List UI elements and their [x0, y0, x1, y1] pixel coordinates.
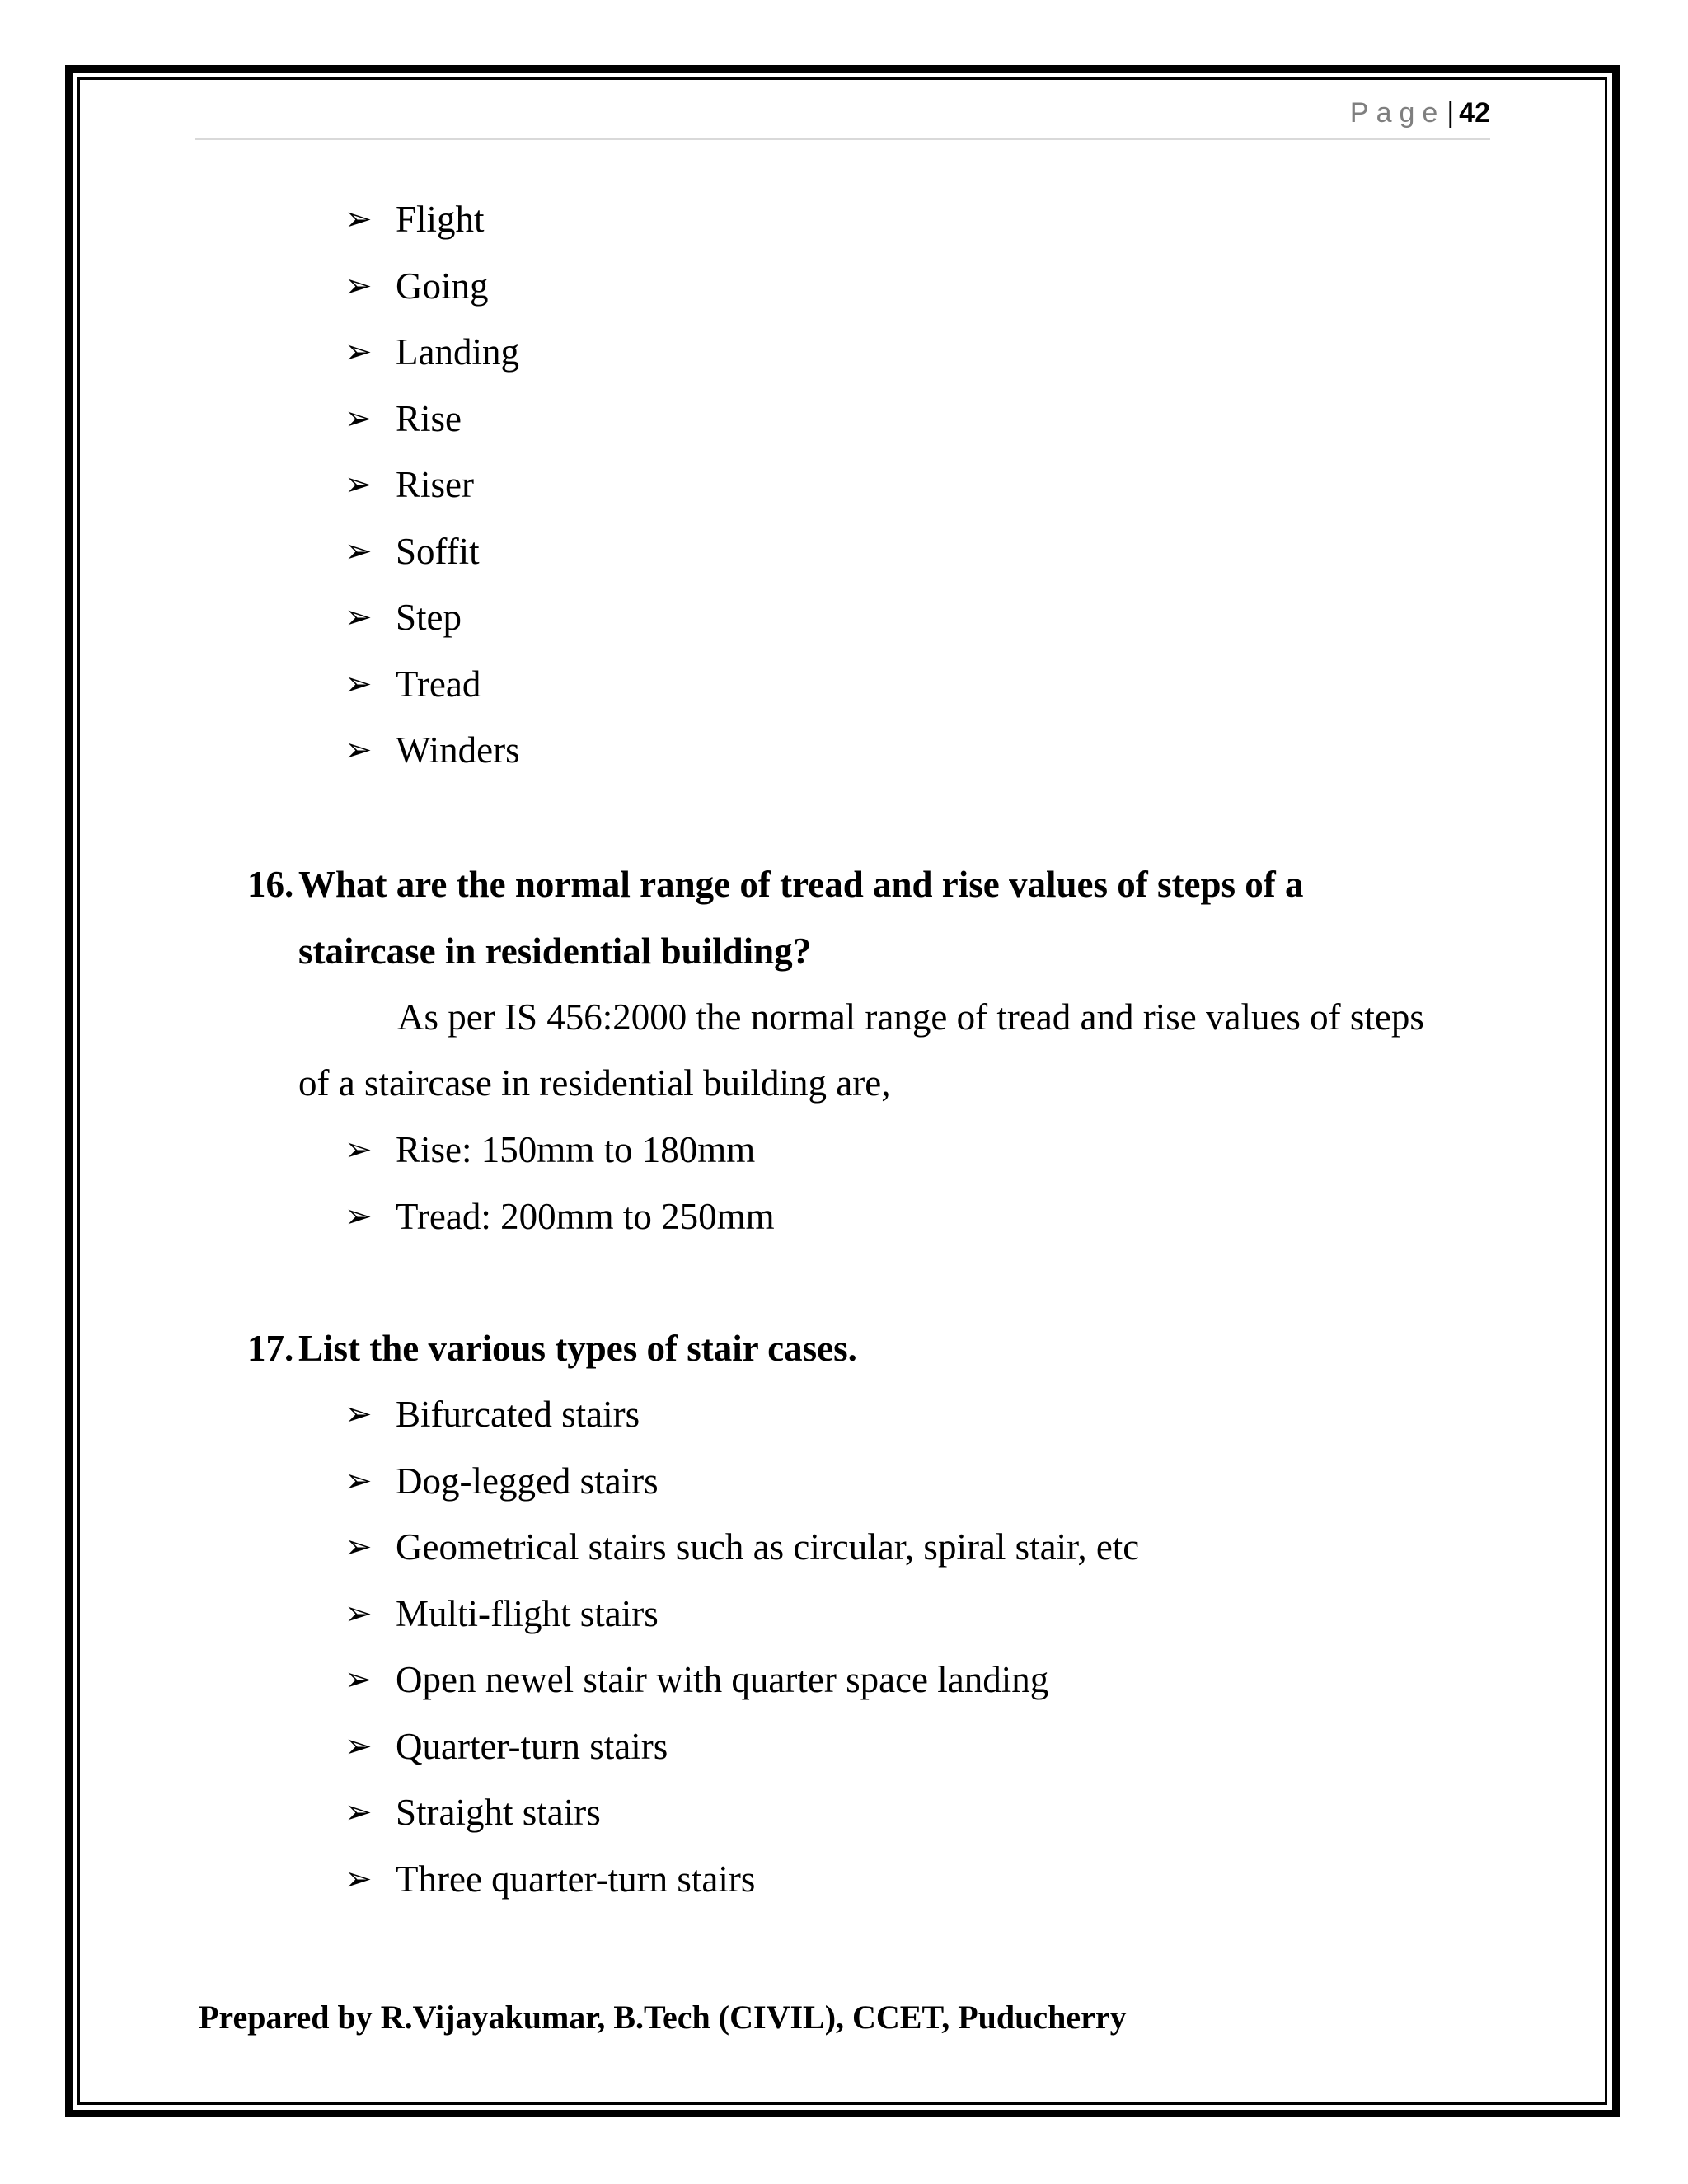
arrow-bullet-icon: ➢ [345, 1594, 373, 1633]
list-item [345, 584, 520, 651]
list-item [345, 1581, 1139, 1647]
list-item-text: Rise: 150mm to 180mm [396, 1129, 756, 1170]
question-16-heading-continued: staircase in residential building? [298, 930, 812, 972]
list-item [345, 186, 520, 253]
arrow-bullet-icon: ➢ [345, 1197, 373, 1235]
list-item [345, 651, 520, 718]
question-number: 17. [247, 1328, 294, 1369]
list-item-text: Geometrical stairs such as circular, spiral stair, etc [396, 1526, 1140, 1568]
list-item-text: Quarter-turn stairs [396, 1725, 668, 1767]
list-item [345, 1183, 775, 1250]
question-number: 16. [247, 864, 294, 905]
stair-types-list [345, 1381, 1139, 1912]
arrow-bullet-icon: ➢ [345, 466, 373, 504]
list-item [345, 1647, 1139, 1713]
arrow-bullet-icon: ➢ [345, 664, 373, 703]
question-16-heading [247, 851, 1303, 918]
arrow-bullet-icon: ➢ [345, 1461, 373, 1500]
list-item [345, 1713, 1139, 1780]
arrow-bullet-icon: ➢ [345, 1395, 373, 1433]
page-number: 42 [1459, 97, 1490, 129]
list-item [345, 717, 520, 784]
arrow-bullet-icon: ➢ [345, 598, 373, 636]
arrow-bullet-icon: ➢ [345, 1859, 373, 1898]
list-item-text: Open newel stair with quarter space landing [396, 1659, 1049, 1700]
list-item [345, 1448, 1139, 1515]
arrow-bullet-icon: ➢ [345, 1793, 373, 1831]
page-label: Page [1349, 97, 1446, 129]
page-header [195, 97, 1490, 140]
question-text: What are the normal range of tread and rise values of steps of a [298, 864, 1304, 905]
arrow-bullet-icon: ➢ [345, 1528, 373, 1566]
list-item-text: Going [396, 265, 489, 307]
list-item-text: Bifurcated stairs [396, 1394, 640, 1435]
tread-rise-list [345, 1117, 775, 1249]
arrow-bullet-icon: ➢ [345, 1661, 373, 1699]
list-item-text: Landing [396, 331, 519, 373]
list-item [345, 1381, 1139, 1448]
question-text: List the various types of stair cases. [298, 1328, 857, 1369]
list-item [345, 319, 520, 386]
list-item-text: Three quarter-turn stairs [396, 1858, 756, 1900]
arrow-bullet-icon: ➢ [345, 1727, 373, 1765]
arrow-bullet-icon: ➢ [345, 731, 373, 769]
arrow-bullet-icon: ➢ [345, 1131, 373, 1169]
list-item [345, 518, 520, 585]
list-item-text: Step [396, 597, 462, 638]
list-item-text: Multi-flight stairs [396, 1592, 659, 1634]
list-item [345, 1514, 1139, 1581]
page-footer: Prepared by R.Vijayakumar, B.Tech (CIVIL), CCET, Puducherry [199, 1999, 1127, 2036]
arrow-bullet-icon: ➢ [345, 266, 373, 305]
arrow-bullet-icon: ➢ [345, 333, 373, 371]
list-item [345, 1846, 1139, 1913]
list-item-text: Tread: 200mm to 250mm [396, 1195, 775, 1237]
arrow-bullet-icon: ➢ [345, 532, 373, 570]
list-item-text: Rise [396, 397, 462, 439]
list-item [345, 452, 520, 518]
list-item-text: Straight stairs [396, 1792, 601, 1833]
page-separator: | [1447, 97, 1455, 129]
list-item [345, 386, 520, 452]
list-item-text: Winders [396, 729, 520, 771]
list-item-text: Tread [396, 663, 481, 705]
list-item [345, 253, 520, 320]
answer-16-paragraph-continued: of a staircase in residential building are, [298, 1062, 891, 1104]
answer-16-paragraph: As per IS 456:2000 the normal range of tread and rise values of steps [397, 996, 1424, 1038]
component-list [345, 186, 520, 784]
question-17-heading [247, 1315, 857, 1382]
list-item-text: Riser [396, 464, 474, 505]
list-item-text: Dog-legged stairs [396, 1460, 659, 1502]
list-item-text: Flight [396, 199, 485, 240]
list-item [345, 1117, 775, 1183]
list-item [345, 1779, 1139, 1846]
list-item-text: Soffit [396, 530, 480, 572]
arrow-bullet-icon: ➢ [345, 200, 373, 238]
arrow-bullet-icon: ➢ [345, 399, 373, 438]
